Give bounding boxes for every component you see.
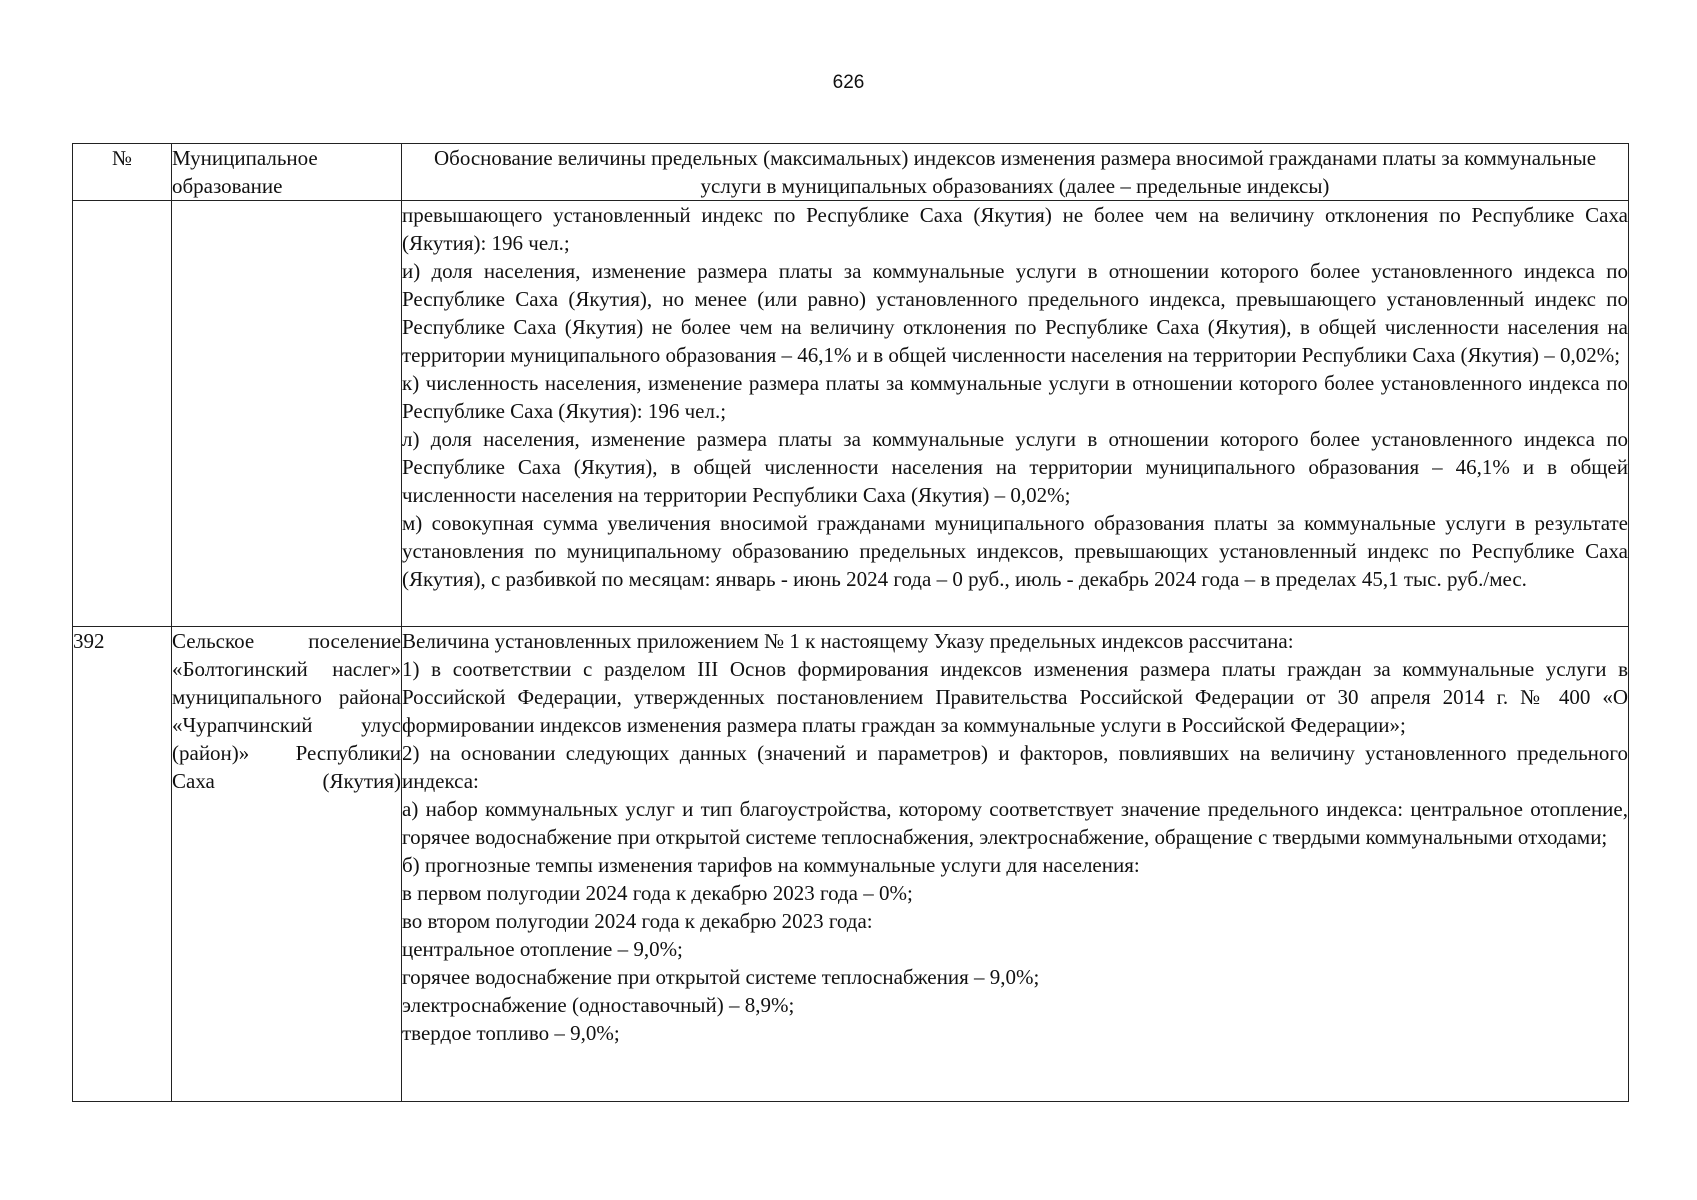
paragraph: в первом полугодии 2024 года к декабрю 2023 года – 0%;: [402, 881, 913, 905]
paragraph: превышающего установленный индекс по Республике Саха (Якутия) не более чем на величину отклонения по Республике Саха (Якутия): 196 чел.;: [402, 203, 1628, 255]
paragraph: твердое топливо – 9,0%;: [402, 1021, 620, 1045]
header-justification: Обоснование величины предельных (максимальных) индексов изменения размера вносимой гражданами платы за коммунальные услуги в муниципальных образованиях (далее – предельные индексы): [402, 144, 1629, 201]
paragraph: к) численность населения, изменение размера платы за коммунальные услуги в отношении которого более установленного индекса по Республике Саха (Якутия): 196 чел.;: [402, 371, 1628, 423]
paragraph: л) доля населения, изменение размера платы за коммунальные услуги в отношении которого более установленного индекса по Республике Саха (Якутия), в общей численности населения на территории муниципального образования – 46,1% и в общей численности населения на территории Республики Саха (Якутия) – 0,02%;: [402, 427, 1628, 507]
municipality-cell: Сельское поселение «Болтогинский наслег» муниципального района «Чурапчинский улус (район)» Республики Саха (Якутия): [172, 627, 402, 1102]
header-municipality: Муниципальное образование: [172, 144, 402, 201]
paragraph: во втором полугодии 2024 года к декабрю 2023 года:: [402, 909, 873, 933]
paragraph: Величина установленных приложением № 1 к настоящему Указу предельных индексов рассчитана:: [402, 629, 1294, 653]
paragraph: горячее водоснабжение при открытой системе теплоснабжения – 9,0%;: [402, 965, 1040, 989]
paragraph: а) набор коммунальных услуг и тип благоустройства, которому соответствует значение предельного индекса: центральное отопление, горячее водоснабжение при открытой системе теплоснабжения, электроснабжение, обращение с твердыми коммунальными отходами;: [402, 797, 1628, 849]
municipality-cell: [172, 201, 402, 627]
page-number: 626: [832, 72, 865, 93]
justification-table: [72, 143, 1629, 1102]
table-row: [73, 201, 1629, 627]
paragraph: и) доля населения, изменение размера платы за коммунальные услуги в отношении которого более установленного индекса по Республике Саха (Якутия), но менее (или равно) установленного предельного индекса, превышающего установленный индекс по Республике Саха (Якутия) не более чем на величину отклонения по Республике Саха (Якутия), в общей численности населения на территории муниципального образования – 46,1% и в общей численности населения на территории Республики Саха (Якутия) – 0,02%;: [402, 259, 1628, 367]
paragraph: 1) в соответствии с разделом III Основ формирования индексов изменения размера платы граждан за коммунальные услуги в Российской Федерации, утвержденных постановлением Правительства Российской Федерации от 30 апреля 2014 г. № 400 «О формировании индексов изменения размера платы граждан за коммунальные услуги в Российской Федерации»;: [402, 657, 1628, 737]
row-number-cell: [73, 201, 172, 627]
paragraph: м) совокупная сумма увеличения вносимой гражданами муниципального образования платы за коммунальные услуги в результате установления по муниципальному образованию предельных индексов, превышающих установленный индекс по Республике Саха (Якутия), с разбивкой по месяцам: январь - июнь 2024 года – 0 руб., июль - декабрь 2024 года – в пределах 45,1 тыс. руб./мес.: [402, 511, 1628, 591]
paragraph: б) прогнозные темпы изменения тарифов на коммунальные услуги для населения:: [402, 853, 1140, 877]
paragraph: 2) на основании следующих данных (значений и параметров) и факторов, повлиявших на величину установленного предельного индекса:: [402, 741, 1628, 793]
paragraph: центральное отопление – 9,0%;: [402, 937, 683, 961]
row-number-cell: 392: [73, 627, 172, 1102]
table-header-row: [73, 144, 1629, 201]
table-row: [73, 627, 1629, 1102]
header-number: №: [73, 144, 172, 201]
justification-cell: [402, 201, 1629, 627]
paragraph: электроснабжение (одноставочный) – 8,9%;: [402, 993, 795, 1017]
justification-cell: [402, 627, 1629, 1102]
